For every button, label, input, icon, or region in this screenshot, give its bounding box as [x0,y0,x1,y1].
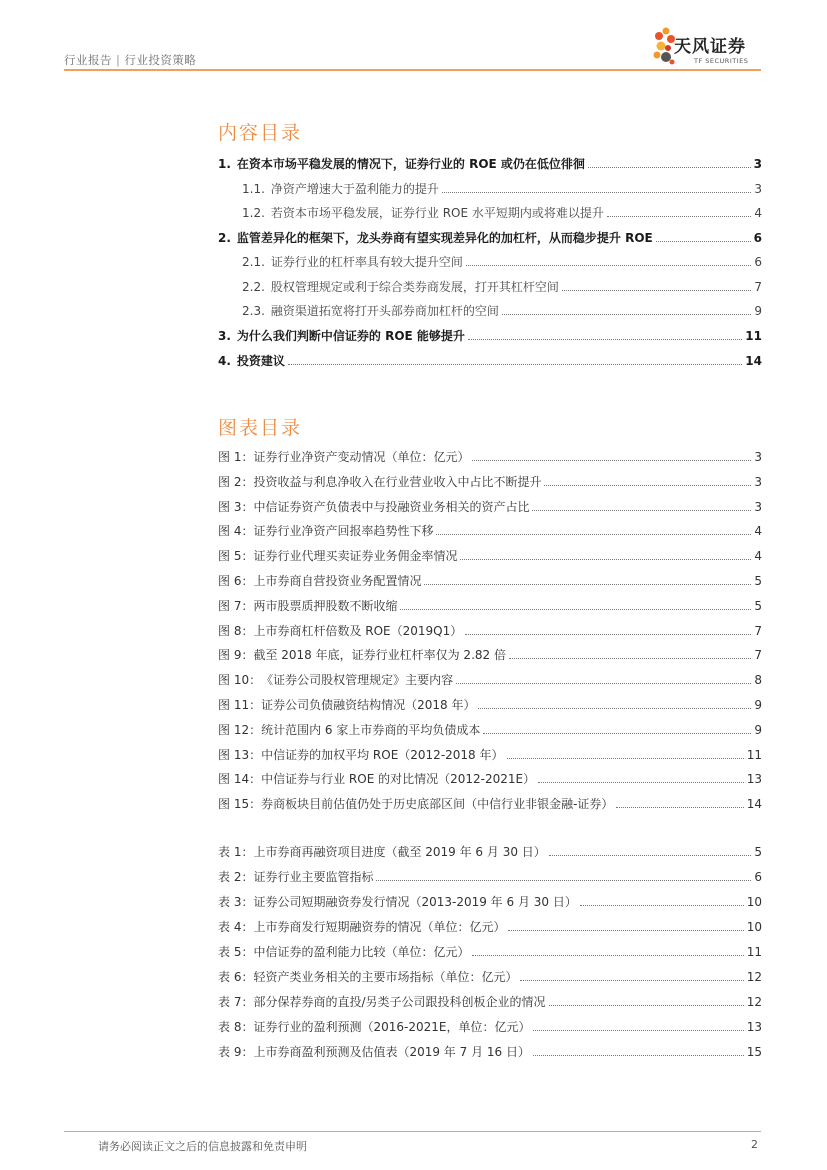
figure-item[interactable] [218,569,762,589]
footer-disclaimer: 请务必阅读正文之后的信息披露和免责申明 [98,1140,307,1153]
toc-item-number: 1. [218,157,231,171]
figure-leader-dots [456,683,751,684]
toc-item-page: 14 [745,354,762,368]
toc-item-page: 6 [753,231,762,245]
figure-leader-dots [436,534,751,535]
table-page: 13 [746,1020,762,1034]
figure-label: 图 7： [218,598,254,613]
toc-item-page: 4 [754,206,762,220]
toc-item-page: 11 [745,329,762,343]
figure-label: 图 8： [218,623,254,638]
figure-page: 14 [746,797,762,812]
figure-page: 7 [754,623,762,638]
figure-caption: 券商板块目前估值仍处于历史底部区间（中信行业非银金融-证券） [261,797,614,812]
toc-item-text: 证券行业的杠杆率具有较大提升空间 [270,255,463,269]
table-label: 表 6： [218,970,254,984]
toc-leader-dots [442,192,751,193]
toc-item-number: 2. [218,231,231,245]
toc-item-number: 2.2. [242,280,265,294]
figure-caption: 截至 2018 年底，证券行业杠杆率仅为 2.82 倍 [253,648,506,663]
toc-item[interactable] [218,275,762,295]
table-page: 5 [754,845,762,859]
figure-label: 图 3： [218,499,254,514]
figure-leader-dots [616,807,743,808]
table-leader-dots [533,1055,744,1056]
figure-item[interactable] [218,519,762,539]
figure-label: 图 15： [218,797,262,812]
table-caption: 证券行业主要监管指标 [253,870,374,884]
figure-page: 3 [754,474,762,489]
figure-page: 3 [754,499,762,514]
figure-label: 图 1： [218,450,254,464]
figure-label: 图 12： [218,722,262,737]
toc-leader-dots [502,314,751,315]
toc-leader-dots [607,216,751,217]
figure-leader-dots [478,708,751,709]
figure-item[interactable] [218,668,762,688]
figure-page: 5 [754,598,762,613]
table-item[interactable] [218,1040,762,1060]
figure-page: 9 [754,722,762,737]
toc-item-page: 3 [753,157,762,171]
figure-label: 图 4： [218,524,254,539]
figure-label: 图 5： [218,549,254,564]
toc-item[interactable] [218,324,762,344]
figure-label: 图 13： [218,747,262,762]
table-leader-dots [376,880,751,881]
table-caption: 上市券商发行短期融资券的情况（单位：亿元） [253,920,506,934]
figure-item[interactable] [218,792,762,812]
report-header [64,52,196,68]
figure-page: 11 [746,747,762,762]
figure-page: 4 [754,524,762,539]
figure-item[interactable] [218,544,762,564]
table-label: 表 4： [218,920,254,934]
toc-item[interactable] [218,250,762,270]
table-caption: 中信证券的盈利能力比较（单位：亿元） [253,945,470,959]
figure-label: 图 14： [218,772,262,787]
toc-leader-dots [562,290,751,291]
toc-leader-dots [656,241,751,242]
toc-item[interactable] [218,349,762,369]
table-caption: 证券行业的盈利预测（2016-2021E，单位：亿元） [253,1020,531,1034]
table-label: 表 5： [218,945,254,959]
figure-leader-dots [509,658,751,659]
table-caption: 部分保荐券商的直投/另类子公司跟投科创板企业的情况 [253,995,546,1009]
figure-page: 5 [754,574,762,588]
table-leader-dots [533,1030,743,1031]
figure-leader-dots [532,510,751,511]
table-page: 10 [746,895,762,909]
table-leader-dots [520,980,743,981]
toc-item-number: 2.3. [242,304,265,318]
figure-caption: 《证券公司股权管理规定》主要内容 [261,673,454,688]
table-item[interactable] [218,965,762,985]
table-item[interactable] [218,915,762,935]
figure-caption: 证券行业净资产变动情况（单位：亿元） [253,450,470,464]
toc-leader-dots [468,339,742,340]
toc-item-page: 6 [754,255,762,269]
logo-en-text: TF SECURITIES [694,57,749,65]
table-label: 表 3： [218,895,254,909]
figure-item[interactable] [218,693,762,713]
figure-caption: 证券行业净资产回报率趋势性下移 [253,524,434,539]
figure-caption: 两市股票质押股数不断收缩 [253,598,398,613]
table-page: 12 [746,970,762,984]
figure-label: 图 2： [218,474,254,489]
report-subcategory: 行业投资策略 [124,53,197,67]
figure-leader-dots [472,460,751,461]
figure-item[interactable] [218,445,762,465]
figure-leader-dots [400,609,751,610]
toc-leader-dots [288,364,742,365]
header-separator: | [116,53,121,67]
table-caption: 上市券商再融资项目进度（截至 2019 年 6 月 30 日） [253,845,546,859]
page-number: 2 [751,1138,758,1151]
toc-leader-dots [588,167,751,168]
figure-leader-dots [460,559,751,560]
toc-item[interactable] [218,177,762,197]
footer-divider [64,1131,761,1132]
toc-item-number: 1.1. [242,182,265,196]
toc-leader-dots [466,265,751,266]
toc-item[interactable] [218,201,762,221]
figure-label: 图 10： [218,673,262,688]
table-label: 表 8： [218,1020,254,1034]
table-label: 表 9： [218,1045,254,1059]
table-item[interactable] [218,940,762,960]
toc-item[interactable] [218,152,762,172]
toc-item-number: 3. [218,329,231,343]
figure-caption: 上市券商自营投资业务配置情况 [253,574,422,588]
table-item[interactable] [218,890,762,910]
table-leader-dots [549,855,752,856]
toc-item-text: 若资本市场平稳发展，证券行业 ROE 水平短期内或将难以提升 [270,206,604,220]
figure-caption: 统计范围内 6 家上市券商的平均负债成本 [261,722,481,737]
toc-item-text: 在资本市场平稳发展的情况下，证券行业的 ROE 或仍在低位徘徊 [236,157,585,171]
figure-page: 13 [746,772,762,787]
toc-item-text: 为什么我们判断中信证券的 ROE 能够提升 [236,329,465,343]
table-page: 6 [754,870,762,884]
figure-leader-dots [424,584,751,585]
table-label: 表 2： [218,870,254,884]
table-leader-dots [508,930,743,931]
toc-item[interactable] [218,226,762,246]
figure-item[interactable] [218,495,762,515]
figure-page: 8 [754,673,762,688]
toc-item-text: 监管差异化的框架下，龙头券商有望实现差异化的加杠杆，从而稳步提升 ROE [236,231,653,245]
table-label: 表 7： [218,995,254,1009]
table-leader-dots [580,905,744,906]
toc-item-text: 净资产增速大于盈利能力的提升 [270,182,439,196]
figure-label: 图 9： [218,648,254,663]
figure-caption: 证券行业代理买卖证券业务佣金率情况 [253,549,458,564]
table-label: 表 1： [218,845,254,859]
figure-item[interactable] [218,718,762,738]
figure-item[interactable] [218,767,762,787]
toc-title: 内容目录 [218,122,303,144]
table-page: 15 [746,1045,762,1059]
figure-item[interactable] [218,594,762,614]
table-caption: 轻资产类业务相关的主要市场指标（单位：亿元） [253,970,518,984]
figures-title: 图表目录 [218,417,303,439]
figure-caption: 中信证券的加权平均 ROE（2012-2018 年） [261,747,504,762]
figure-page: 9 [754,698,762,712]
figure-leader-dots [544,485,751,486]
figure-item[interactable] [218,643,762,663]
figure-page: 3 [754,450,762,464]
logo-cn-text: 天风证券 [674,37,746,57]
toc-item-text: 股权管理规定或利于综合类券商发展，打开其杠杆空间 [270,280,559,294]
figure-caption: 上市券商杠杆倍数及 ROE（2019Q1） [253,623,463,638]
figure-leader-dots [465,634,751,635]
table-caption: 上市券商盈利预测及估值表（2019 年 7 月 16 日） [253,1045,530,1059]
toc-item-page: 7 [754,280,762,294]
figure-item[interactable] [218,619,762,639]
toc-item-number: 1.2. [242,206,265,220]
toc-item-text: 投资建议 [236,354,285,368]
toc-item-page: 3 [754,182,762,196]
figure-caption: 中信证券与行业 ROE 的对比情况（2012-2021E） [261,772,536,787]
table-leader-dots [472,955,743,956]
figure-item[interactable] [218,743,762,763]
figure-label: 图 6： [218,574,254,588]
table-page: 11 [746,945,762,959]
figure-item[interactable] [218,470,762,490]
table-item[interactable] [218,865,762,885]
figure-page: 7 [754,648,762,663]
toc-item-number: 2.1. [242,255,265,269]
table-item[interactable] [218,840,762,860]
figure-caption: 投资收益与利息净收入在行业营业收入中占比不断提升 [253,474,542,489]
table-page: 12 [746,995,762,1009]
table-leader-dots [549,1005,744,1006]
figure-leader-dots [507,758,744,759]
figure-leader-dots [483,733,751,734]
table-item[interactable] [218,1015,762,1035]
table-item[interactable] [218,990,762,1010]
report-category: 行业报告 [64,53,112,67]
figure-label: 图 11： [218,698,262,712]
toc-item-page: 9 [754,304,762,318]
toc-item-text: 融资渠道拓宽将打开头部券商加杠杆的空间 [270,304,499,318]
table-page: 10 [746,920,762,934]
figure-caption: 证券公司负债融资结构情况（2018 年） [261,698,476,712]
figure-page: 4 [754,549,762,564]
toc-item-number: 4. [218,354,231,368]
figure-caption: 中信证券资产负债表中与投融资业务相关的资产占比 [253,499,530,514]
table-caption: 证券公司短期融资券发行情况（2013-2019 年 6 月 30 日） [253,895,577,909]
figure-leader-dots [538,782,744,783]
toc-item[interactable] [218,299,762,319]
